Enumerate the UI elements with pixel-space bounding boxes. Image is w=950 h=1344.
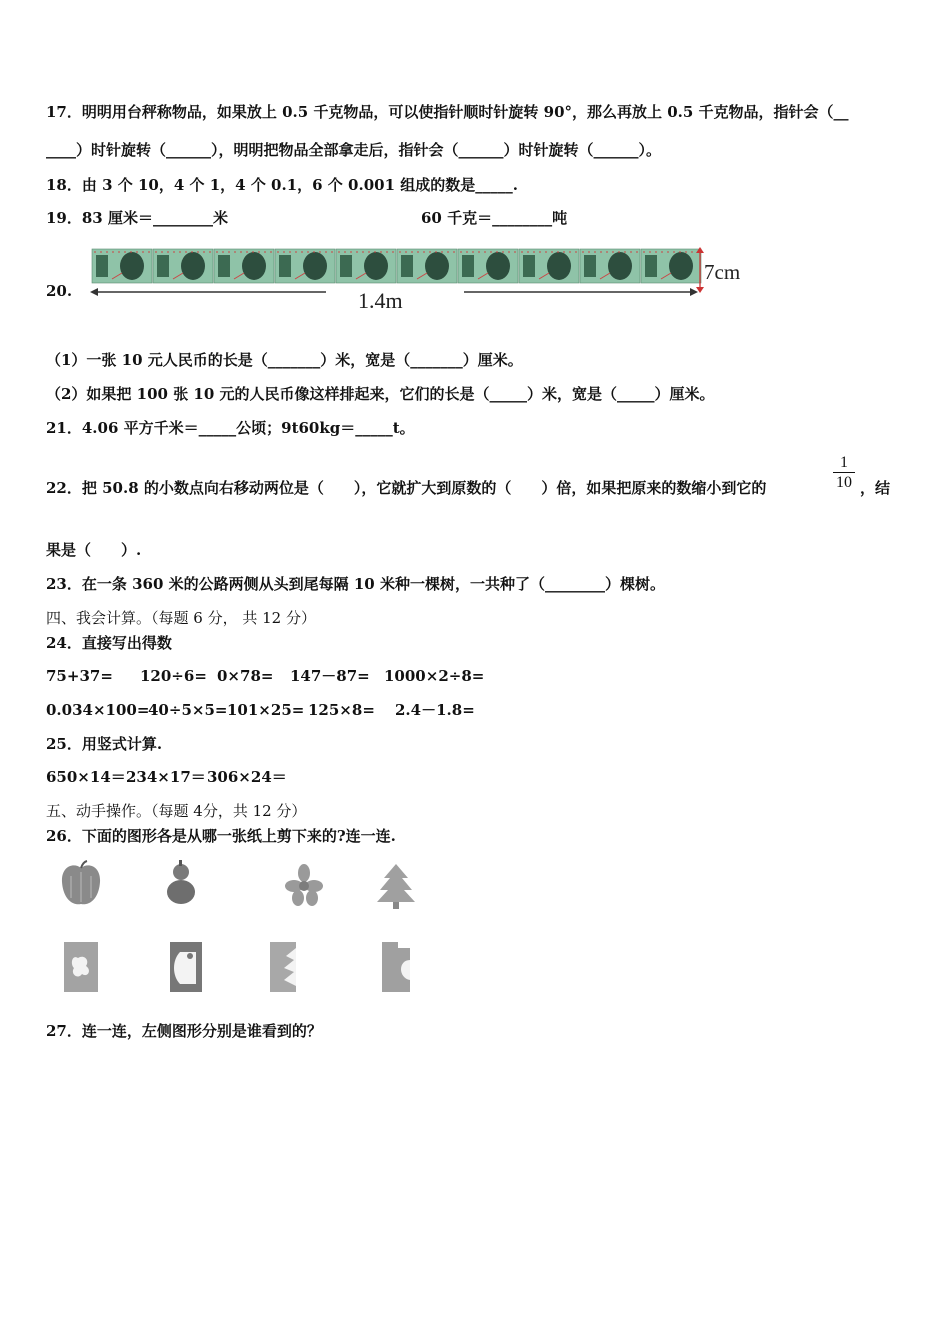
banknote-8 xyxy=(519,249,579,283)
length-label-1-4m: 1.4m xyxy=(358,288,403,313)
section-5-heading: 五、动手操作。（每题 4分，共 12 分） xyxy=(46,802,307,820)
q22-line1: 22．把 50.8 的小数点向右移动两位是（ ），它就扩大到原数的（ ）倍，如果把原来的数缩小到它的 xyxy=(46,479,767,497)
q25-expr3: 306×24＝ xyxy=(207,768,287,786)
q20-sub1: （1）一张 10 元人民币的长是（_______）米，宽是（_______）厘米。 xyxy=(46,351,523,369)
fraction-denominator: 10 xyxy=(836,474,852,491)
q24-row2-item5: 2.4－1.8= xyxy=(395,701,475,719)
q20-label: 20. xyxy=(46,282,73,300)
apple-shape-icon xyxy=(62,861,100,904)
q24-row1-item1: 75+37= xyxy=(46,667,113,685)
banknote-2 xyxy=(153,249,213,283)
flower-shape-icon xyxy=(285,864,323,906)
tree-shape-icon xyxy=(377,864,415,909)
q24-row1-item3: 0×78= xyxy=(217,667,274,685)
gourd-shape-icon xyxy=(167,860,195,904)
q22-fraction xyxy=(833,453,855,492)
fraction-numerator: 1 xyxy=(833,453,855,473)
q18-text: 18．由 3 个 10，4 个 1，4 个 0.1，6 个 0.001 组成的数是_____. xyxy=(46,176,518,194)
banknote-10 xyxy=(641,249,701,283)
q24-row1-item4: 147－87= xyxy=(290,667,370,685)
q17-line1: 17．明明用台秤称物品，如果放上 0.5 千克物品，可以使指针顺时针旋转 90°，那么再放上 0.5 千克物品，指针会（__ xyxy=(46,103,849,121)
q24-row2-item1: 0.034×100= xyxy=(46,701,150,719)
banknote-strip-figure xyxy=(86,242,766,316)
banknote-3 xyxy=(214,249,274,283)
q24-title: 24．直接写出得数 xyxy=(46,634,172,652)
paper-sheet-2-icon xyxy=(170,942,202,992)
banknote-1 xyxy=(92,249,152,283)
q25-expr1: 650×14＝ xyxy=(46,768,126,786)
paper-sheet-3-icon xyxy=(270,942,296,992)
q24-row2-item2: 40÷5×5= xyxy=(148,701,228,719)
width-label-7cm: 7cm xyxy=(704,260,741,284)
q22-after-fraction: ，结 xyxy=(860,479,891,497)
section-4-heading: 四、我会计算。（每题 6 分， 共 12 分） xyxy=(46,609,316,627)
q20-sub2: （2）如果把 100 张 10 元的人民币像这样排起来，它们的长是（_____）米，宽是（_____）厘米。 xyxy=(46,385,715,403)
q24-row1-item5: 1000×2÷8= xyxy=(384,667,485,685)
q19-left: 19．83 厘米＝________米 xyxy=(46,209,228,227)
banknote-9 xyxy=(580,249,640,283)
q24-row2-item3: 101×25= xyxy=(227,701,305,719)
banknote-7 xyxy=(458,249,518,283)
banknote-6 xyxy=(397,249,457,283)
q25-title: 25．用竖式计算. xyxy=(46,735,163,753)
cutout-shapes-row xyxy=(56,860,436,912)
banknote-row xyxy=(92,249,701,283)
q19-right: 60 千克＝________吨 xyxy=(421,209,568,227)
q25-expr2: 234×17＝ xyxy=(126,768,206,786)
paper-sheet-1-icon xyxy=(64,942,98,992)
q27-text: 27．连一连，左侧图形分别是谁看到的？ xyxy=(46,1022,322,1040)
q22-line2: 果是（ ）. xyxy=(46,541,142,559)
q21-text: 21．4.06 平方千米＝_____公顷；9t60kg＝_____t。 xyxy=(46,419,415,437)
paper-sheets-row xyxy=(60,940,420,996)
banknote-4 xyxy=(275,249,335,283)
q24-row2-item4: 125×8= xyxy=(308,701,375,719)
q17-line2: ____）时针旋转（______），明明把物品全部拿走后，指针会（______）时针旋转（______）。 xyxy=(46,141,662,159)
q24-row1-item2: 120÷6= xyxy=(140,667,207,685)
q26-text: 26．下面的图形各是从哪一张纸上剪下来的?连一连. xyxy=(46,827,396,845)
q23-text: 23．在一条 360 米的公路两侧从头到尾每隔 10 米种一棵树，一共种了（________）棵树。 xyxy=(46,575,665,593)
banknote-5 xyxy=(336,249,396,283)
paper-sheet-4-icon xyxy=(382,942,410,992)
